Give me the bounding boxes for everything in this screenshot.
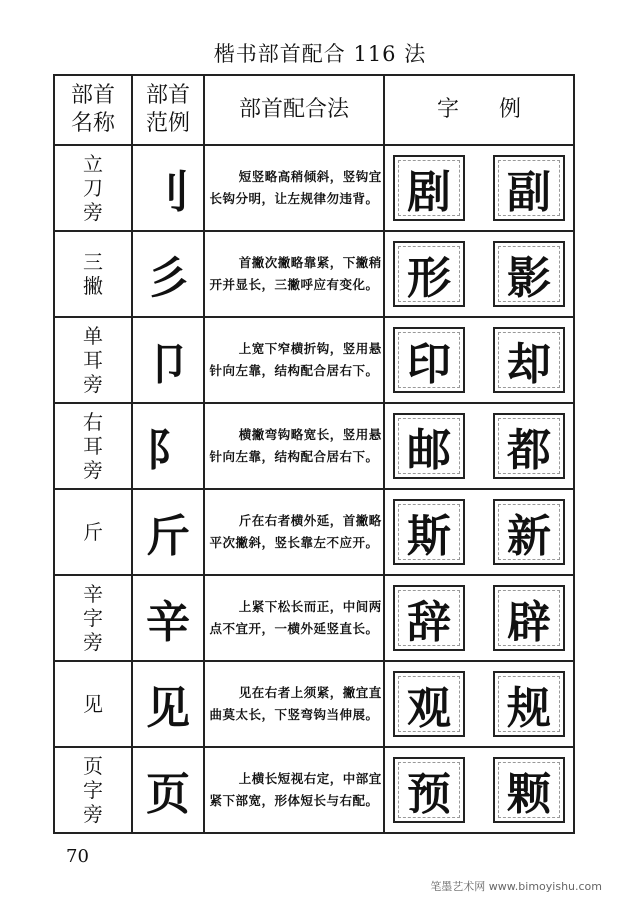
- radical-name: 右耳旁: [83, 410, 103, 482]
- radical-table: [53, 74, 575, 834]
- radical-name: 辛字旁: [83, 582, 103, 654]
- example-char-box: [393, 327, 465, 393]
- radical-sample: 刂: [132, 145, 204, 231]
- example-char: 斯: [407, 511, 451, 562]
- radical-name-cell: [54, 403, 132, 489]
- radical-method-cell: [204, 231, 384, 317]
- example-char: 预: [407, 769, 451, 820]
- example-char: 影: [507, 253, 551, 304]
- radical-name: 立刀旁: [83, 152, 103, 224]
- table-header-row: [54, 75, 574, 145]
- radical-name-cell: [54, 489, 132, 575]
- radical-name-cell: [54, 231, 132, 317]
- radical-sample: 见: [132, 661, 204, 747]
- example-char-box: [493, 671, 565, 737]
- radical-sample: 斤: [132, 489, 204, 575]
- radical-name-cell: [54, 145, 132, 231]
- radical-examples: [384, 575, 574, 661]
- radical-name-cell: [54, 661, 132, 747]
- example-char-box: [493, 413, 565, 479]
- example-char-box: [493, 241, 565, 307]
- page-number: 70: [66, 846, 89, 867]
- radical-method: 见在右者上须紧，撇宜直曲莫太长，下竖弯钩当伸展。: [209, 685, 382, 722]
- radical-method-cell: [204, 747, 384, 833]
- table-row: [54, 747, 574, 833]
- example-char: 观: [407, 683, 451, 734]
- radical-method-cell: [204, 575, 384, 661]
- radical-name: 斤: [83, 520, 103, 544]
- example-char: 规: [507, 683, 551, 734]
- example-char-box: [393, 241, 465, 307]
- header-name: 部首名称: [54, 75, 132, 145]
- radical-examples: [384, 489, 574, 575]
- radical-name-cell: [54, 575, 132, 661]
- radical-method: 上宽下窄横折钩，竖用悬针向左靠，结构配合居右下。: [209, 341, 382, 378]
- radical-method: 上横长短视右定，中部宜紧下部宽，形体短长与右配。: [209, 771, 382, 808]
- radical-name: 页字旁: [83, 754, 103, 826]
- example-char-box: [393, 671, 465, 737]
- example-char: 却: [507, 339, 551, 390]
- radical-method: 斤在右者横外延，首撇略平次撇斜，竖长靠左不应开。: [209, 513, 382, 550]
- page-title: 楷书部首配合 116 法: [213, 42, 427, 66]
- radical-name: 单耳旁: [83, 324, 103, 396]
- example-char-box: [393, 413, 465, 479]
- radical-name: 三撇: [83, 250, 103, 298]
- example-char: 辞: [407, 597, 451, 648]
- radical-examples: [384, 747, 574, 833]
- radical-sample: 辛: [132, 575, 204, 661]
- example-char-box: [393, 499, 465, 565]
- example-char: 印: [407, 339, 451, 390]
- radical-examples: [384, 317, 574, 403]
- example-char: 辟: [507, 597, 551, 648]
- radical-method-cell: [204, 661, 384, 747]
- table-row: [54, 231, 574, 317]
- radical-method-cell: [204, 145, 384, 231]
- example-char-box: [493, 499, 565, 565]
- header-sample: 部首范例: [132, 75, 204, 145]
- watermark: 笔墨艺术网 www.bimoyishu.com: [430, 880, 602, 893]
- radical-method: 首撇次撇略靠紧，下撇稍开并显长，三撇呼应有变化。: [209, 255, 382, 292]
- example-char: 新: [507, 511, 551, 562]
- example-char-box: [493, 327, 565, 393]
- radical-sample: 卩: [132, 317, 204, 403]
- example-char: 副: [507, 167, 551, 218]
- table-row: [54, 403, 574, 489]
- radical-method: 短竖略高稍倾斜，竖钩宜长钩分明，让左规律勿违背。: [209, 169, 382, 206]
- radical-method: 上紧下松长而正，中间两点不宜开，一横外延竖直长。: [209, 599, 382, 636]
- radical-method: 横撇弯钩略宽长，竖用悬针向左靠，结构配合居右下。: [209, 427, 382, 464]
- radical-examples: [384, 231, 574, 317]
- example-char-box: [493, 585, 565, 651]
- radical-name-cell: [54, 747, 132, 833]
- example-char-box: [493, 155, 565, 221]
- table-row: [54, 145, 574, 231]
- example-char: 颗: [507, 769, 551, 820]
- table-row: [54, 661, 574, 747]
- example-char-box: [393, 585, 465, 651]
- radical-sample: 阝: [132, 403, 204, 489]
- table-row: [54, 575, 574, 661]
- example-char: 邮: [407, 425, 451, 476]
- radical-method-cell: [204, 489, 384, 575]
- table-row: [54, 489, 574, 575]
- radical-name: 见: [83, 692, 103, 716]
- example-char: 剧: [407, 167, 451, 218]
- radical-sample: 页: [132, 747, 204, 833]
- radical-examples: [384, 403, 574, 489]
- radical-name-cell: [54, 317, 132, 403]
- example-char-box: [393, 155, 465, 221]
- example-char: 都: [507, 425, 551, 476]
- example-char-box: [493, 757, 565, 823]
- radical-method-cell: [204, 317, 384, 403]
- radical-examples: [384, 661, 574, 747]
- radical-method-cell: [204, 403, 384, 489]
- radical-examples: [384, 145, 574, 231]
- example-char-box: [393, 757, 465, 823]
- table-row: [54, 317, 574, 403]
- radical-sample: 彡: [132, 231, 204, 317]
- example-char: 形: [407, 253, 451, 304]
- header-examples: 字 例: [384, 75, 574, 145]
- header-method: 部首配合法: [204, 75, 384, 145]
